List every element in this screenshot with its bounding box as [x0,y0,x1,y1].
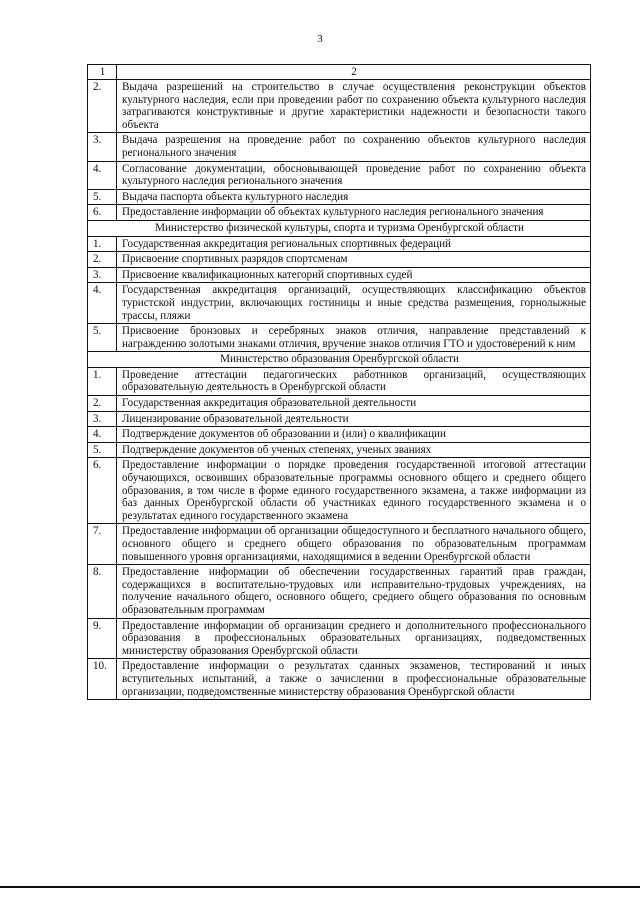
table-row [88,252,591,268]
row-number: 4. [88,427,117,443]
row-number: 4. [88,161,117,189]
table-row [88,396,591,412]
table-row [88,80,591,133]
row-text: Государственная аккредитация региональных спортивных федераций [117,236,591,252]
row-number: 5. [88,189,117,205]
table-row [88,411,591,427]
row-number: 4. [88,283,117,324]
row-number: 9. [88,618,117,659]
row-number: 1. [88,236,117,252]
row-number: 3. [88,267,117,283]
row-text: Предоставление информации об организации среднего и дополнительного профессионального образования в профессиональных образовательных организациях, подведомственных министерству образования Оренбургской области [117,618,591,659]
page-number: 3 [317,33,323,45]
bottom-divider [0,886,640,888]
row-number: 10. [88,659,117,700]
table-row [88,133,591,161]
table-row [88,283,591,324]
section-title: Министерство образования Оренбургской области [88,352,591,368]
row-text: Государственная аккредитация организаций, осуществляющих классификацию объектов туристской индустрии, включающих гостиницы и иные средства размещения, горнолыжные трассы, пляжи [117,283,591,324]
row-text: Предоставление информации об объектах культурного наследия регионального значения [117,205,591,221]
table-row [88,524,591,565]
table-row [88,367,591,395]
row-text: Предоставление информации о порядке проведения государственной итоговой аттестации обучающихся, освоивших образовательные программы основного общего и среднего общего образования, в том числе в форме единого государственного экзамена, а также информации из баз данных Оренбургской области об участниках единого государственного экзамена и о результатах единого государственного экзамена [117,458,591,524]
row-number: 2. [88,252,117,268]
header-col-2: 2 [117,65,591,80]
table-row [88,189,591,205]
section-header-row [88,220,591,236]
row-number: 2. [88,396,117,412]
row-text: Выдача разрешения на проведение работ по сохранению объектов культурного наследия регионального значения [117,133,591,161]
table-row [88,659,591,700]
row-number: 5. [88,324,117,352]
row-number: 7. [88,524,117,565]
table-body [88,80,591,700]
row-number: 3. [88,133,117,161]
row-number: 6. [88,458,117,524]
row-number: 3. [88,411,117,427]
row-text: Согласование документации, обосновывающей проведение работ по сохранению объекта культурного наследия регионального значения [117,161,591,189]
row-text: Предоставление информации об обеспечении государственных гарантий прав граждан, содержащихся в воспитательно-трудовых или исправительно-трудовых учреждениях, на получение начального общего, основного общего, среднего общего образования по основным образовательным программам [117,565,591,618]
row-text: Выдача разрешений на строительство в случае осуществления реконструкции объектов культурного наследия, если при проведении работ по сохранению объекта культурного наследия затрагиваются конструктивные и другие характеристики надежности и безопасности такого объекта [117,80,591,133]
header-col-1: 1 [88,65,117,80]
row-text: Подтверждение документов об ученых степенях, ученых званиях [117,442,591,458]
row-text: Предоставление информации о результатах сданных экзаменов, тестирований и иных вступительных испытаний, а также о зачислении в профессиональные образовательные организации, подведомственные министерству образования Оренбургской области [117,659,591,700]
table-row [88,267,591,283]
row-text: Выдача паспорта объекта культурного наследия [117,189,591,205]
services-table [87,64,591,700]
row-text: Лицензирование образовательной деятельности [117,411,591,427]
row-text: Присвоение спортивных разрядов спортсменам [117,252,591,268]
row-number: 5. [88,442,117,458]
table-row [88,427,591,443]
table-row [88,442,591,458]
row-number: 2. [88,80,117,133]
table-row [88,565,591,618]
table-row [88,618,591,659]
row-text: Проведение аттестации педагогических работников организаций, осуществляющих образовательную деятельность в Оренбургской области [117,367,591,395]
row-number: 6. [88,205,117,221]
row-text: Государственная аккредитация образовательной деятельности [117,396,591,412]
table-row [88,324,591,352]
row-number: 1. [88,367,117,395]
section-header-row [88,352,591,368]
row-text: Предоставление информации об организации общедоступного и бесплатного начального общего, основного общего и среднего общего образования по образовательным программам повышенного уровня организациями, находящимися в ведении Оренбургской области [117,524,591,565]
row-text: Присвоение квалификационных категорий спортивных судей [117,267,591,283]
table-row [88,205,591,221]
row-text: Присвоение бронзовых и серебряных знаков отличия, направление представлений к награждению золотыми знаками отличия, вручение знаков отличия ГТО и удостоверений к ним [117,324,591,352]
row-number: 8. [88,565,117,618]
table-row [88,458,591,524]
row-text: Подтверждение документов об образовании и (или) о квалификации [117,427,591,443]
table-row [88,161,591,189]
table-row [88,236,591,252]
section-title: Министерство физической культуры, спорта и туризма Оренбургской области [88,220,591,236]
table-header-row [88,65,591,80]
